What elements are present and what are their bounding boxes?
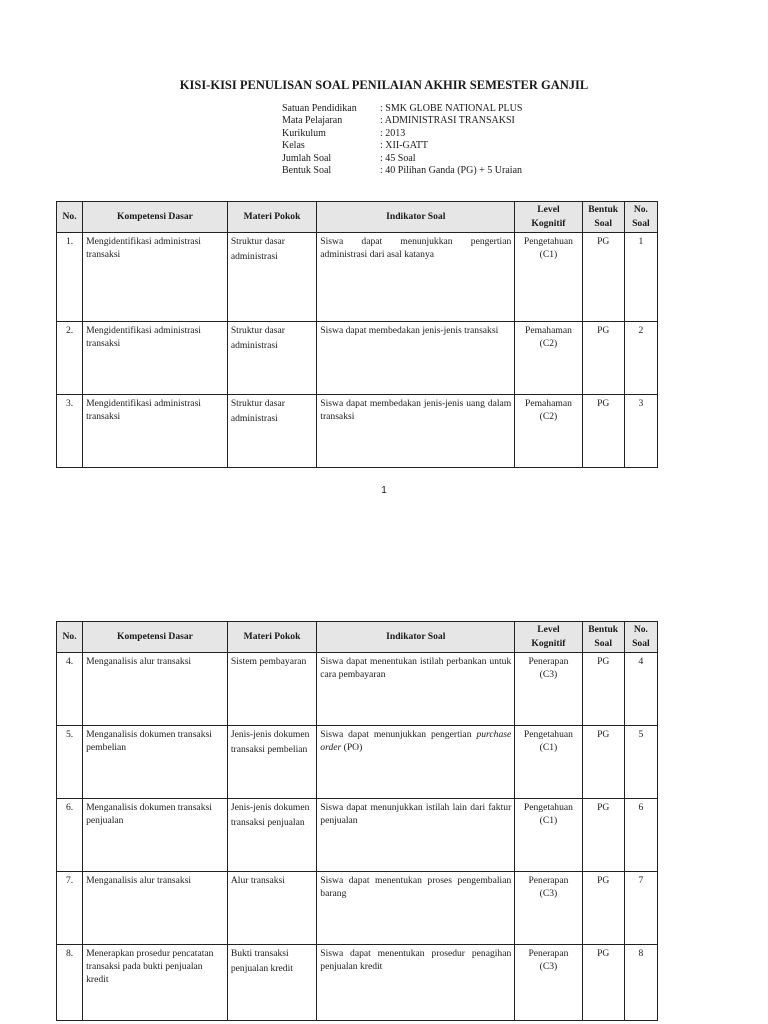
header-nosoal-line2: Soal (632, 638, 650, 649)
table-row (57, 395, 658, 468)
cell-no-soal: 2 (624, 322, 657, 395)
header-level-kognitif (515, 622, 582, 653)
cell-kompetensi-dasar: Menganalisis dokumen transaksi pembelian (83, 726, 228, 799)
header-materi-pokok: Materi Pokok (227, 622, 316, 653)
level-name: Pengetahuan (523, 236, 573, 247)
cell-no-soal: 8 (624, 945, 657, 1021)
cell-bentuk-soal: PG (582, 726, 624, 799)
header-nosoal-line2: Soal (632, 218, 650, 229)
level-code: (C3) (539, 669, 558, 680)
meta-row (282, 103, 522, 115)
cell-level-kognitif (515, 799, 582, 872)
level-code: (C3) (539, 888, 558, 899)
level-code: (C3) (539, 961, 558, 972)
cell-bentuk-soal: PG (582, 872, 624, 945)
cell-kompetensi-dasar: Menganalisis dokumen transaksi penjualan (83, 799, 228, 872)
cell-materi-pokok: Jenis-jenis dokumen transaksi pembelian (227, 726, 316, 799)
cell-kompetensi-dasar: Mengidentifikasi administrasi transaksi (83, 322, 228, 395)
cell-bentuk-soal: PG (582, 322, 624, 395)
cell-bentuk-soal: PG (582, 653, 624, 726)
indikator-text: Siswa dapat menunjukkan istilah lain dari faktur penjualan (320, 802, 512, 826)
level-code: (C1) (539, 249, 558, 260)
cell-indikator-soal (317, 799, 515, 872)
header-bentuk-line1: Bentuk (588, 204, 619, 215)
cell-materi-pokok: Alur transaksi (227, 872, 316, 945)
cell-no-soal: 4 (624, 653, 657, 726)
header-no: No. (57, 622, 83, 653)
cell-bentuk-soal: PG (582, 395, 624, 468)
cell-kompetensi-dasar: Menerapkan prosedur pencatatan transaksi pada bukti penjualan kredit (83, 945, 228, 1021)
cell-no: 1. (57, 233, 83, 322)
level-code: (C2) (539, 338, 558, 349)
cell-materi-pokok: Struktur dasar administrasi (227, 395, 316, 468)
cell-no: 7. (57, 872, 83, 945)
meta-row (282, 153, 522, 165)
header-bentuk-line1: Bentuk (588, 624, 619, 635)
header-level-line2: Kognitif (531, 638, 566, 649)
indikator-text: Siswa dapat menentukan istilah perbankan untuk cara pembayaran (320, 656, 512, 680)
header-bentuk-soal (582, 202, 624, 233)
cell-materi-pokok: Jenis-jenis dokumen transaksi penjualan (227, 799, 316, 872)
cell-bentuk-soal: PG (582, 233, 624, 322)
cell-kompetensi-dasar: Mengidentifikasi administrasi transaksi (83, 233, 228, 322)
level-name: Penerapan (528, 948, 569, 959)
table-header-row (57, 622, 658, 653)
cell-level-kognitif (515, 653, 582, 726)
indikator-text: Siswa dapat menunjukkan pengertian (320, 729, 477, 740)
cell-no-soal: 1 (624, 233, 657, 322)
cell-materi-pokok: Struktur dasar administrasi (227, 233, 316, 322)
cell-kompetensi-dasar: Menganalisis alur transaksi (83, 872, 228, 945)
level-name: Penerapan (528, 656, 569, 667)
cell-kompetensi-dasar: Mengidentifikasi administrasi transaksi (83, 395, 228, 468)
document-meta (282, 103, 522, 177)
table-row (57, 945, 658, 1021)
cell-indikator-soal (317, 233, 515, 322)
meta-label: Bentuk Soal (282, 165, 332, 177)
cell-bentuk-soal: PG (582, 945, 624, 1021)
meta-row (282, 165, 522, 177)
meta-value: : 45 Soal (380, 152, 416, 164)
cell-no: 8. (57, 945, 83, 1021)
cell-materi-pokok: Sistem pembayaran (227, 653, 316, 726)
indikator-text: Siswa dapat menunjukkan pengertian administrasi dari asal katanya (320, 236, 512, 260)
indikator-text: Siswa dapat menentukan prosedur penagihan penjualan kredit (320, 948, 512, 972)
meta-value: : SMK GLOBE NATIONAL PLUS (380, 103, 523, 114)
header-nosoal-line1: No. (633, 624, 648, 635)
cell-no: 6. (57, 799, 83, 872)
header-kompetensi-dasar: Kompetensi Dasar (83, 622, 228, 653)
level-code: (C2) (539, 411, 558, 422)
indikator-text: Siswa dapat membedakan jenis-jenis uang dalam transaksi (320, 398, 512, 422)
cell-indikator-soal (317, 322, 515, 395)
header-kompetensi-dasar: Kompetensi Dasar (83, 202, 228, 233)
meta-row (282, 140, 522, 152)
header-level-line2: Kognitif (531, 218, 566, 229)
cell-indikator-soal (317, 726, 515, 799)
table-row (57, 726, 658, 799)
level-name: Pemahaman (524, 325, 572, 336)
meta-value: : 2013 (380, 127, 406, 139)
cell-level-kognitif (515, 322, 582, 395)
cell-no: 3. (57, 395, 83, 468)
level-code: (C1) (539, 815, 558, 826)
cell-level-kognitif (515, 945, 582, 1021)
cell-level-kognitif (515, 395, 582, 468)
cell-kompetensi-dasar: Menganalisis alur transaksi (83, 653, 228, 726)
cell-no-soal: 5 (624, 726, 657, 799)
meta-label: Satuan Pendidikan (282, 103, 357, 114)
cell-no: 5. (57, 726, 83, 799)
document-title: KISI-KISI PENULISAN SOAL PENILAIAN AKHIR SEMESTER GANJIL (179, 78, 589, 92)
page-number: 1 (381, 485, 387, 496)
indikator-term: purchase order (320, 729, 512, 753)
header-level-line1: Level (537, 204, 560, 215)
level-name: Pemahaman (524, 398, 572, 409)
header-level-line1: Level (537, 624, 560, 635)
table-row (57, 872, 658, 945)
indikator-text-tail: (PO) (341, 742, 363, 753)
cell-no-soal: 3 (624, 395, 657, 468)
indikator-text: Siswa dapat menentukan proses pengembalian barang (320, 875, 512, 899)
header-indikator-soal: Indikator Soal (317, 622, 515, 653)
meta-value: : XII-GATT (380, 140, 429, 152)
cell-level-kognitif (515, 872, 582, 945)
table-row (57, 653, 658, 726)
table-row (57, 322, 658, 395)
cell-indikator-soal (317, 945, 515, 1021)
header-indikator-soal: Indikator Soal (317, 202, 515, 233)
table-row (57, 233, 658, 322)
header-materi-pokok: Materi Pokok (227, 202, 316, 233)
header-no-soal (624, 622, 657, 653)
header-no-soal (624, 202, 657, 233)
level-name: Penerapan (528, 875, 569, 886)
cell-materi-pokok: Struktur dasar administrasi (227, 322, 316, 395)
kisi-kisi-table-page-1 (56, 201, 658, 468)
cell-level-kognitif (515, 233, 582, 322)
level-name: Pengetahuan (523, 802, 573, 813)
meta-value: : 40 Pilihan Ganda (PG) + 5 Uraian (380, 165, 523, 177)
meta-row (282, 128, 522, 140)
header-no: No. (57, 202, 83, 233)
cell-indikator-soal (317, 395, 515, 468)
cell-no: 4. (57, 653, 83, 726)
cell-level-kognitif (515, 726, 582, 799)
kisi-kisi-table-page-2 (56, 621, 658, 1021)
cell-indikator-soal (317, 872, 515, 945)
header-nosoal-line1: No. (633, 204, 648, 215)
meta-label: Jumlah Soal (282, 152, 332, 164)
cell-no-soal: 7 (624, 872, 657, 945)
table-header-row (57, 202, 658, 233)
cell-indikator-soal (317, 653, 515, 726)
header-bentuk-line2: Soal (594, 218, 612, 229)
level-name: Pengetahuan (523, 729, 573, 740)
header-bentuk-line2: Soal (594, 638, 612, 649)
meta-row (282, 115, 522, 127)
level-code: (C1) (539, 742, 558, 753)
cell-bentuk-soal: PG (582, 799, 624, 872)
cell-no-soal: 6 (624, 799, 657, 872)
meta-label: Kurikulum (282, 127, 326, 139)
table-row (57, 799, 658, 872)
header-level-kognitif (515, 202, 582, 233)
cell-materi-pokok: Bukti transaksi penjualan kredit (227, 945, 316, 1021)
meta-label: Mata Pelajaran (282, 115, 343, 127)
header-bentuk-soal (582, 622, 624, 653)
indikator-text: Siswa dapat membedakan jenis-jenis transaksi (320, 325, 499, 336)
meta-label: Kelas (282, 140, 305, 152)
cell-no: 2. (57, 322, 83, 395)
meta-value: : ADMINISTRASI TRANSAKSI (380, 115, 515, 127)
